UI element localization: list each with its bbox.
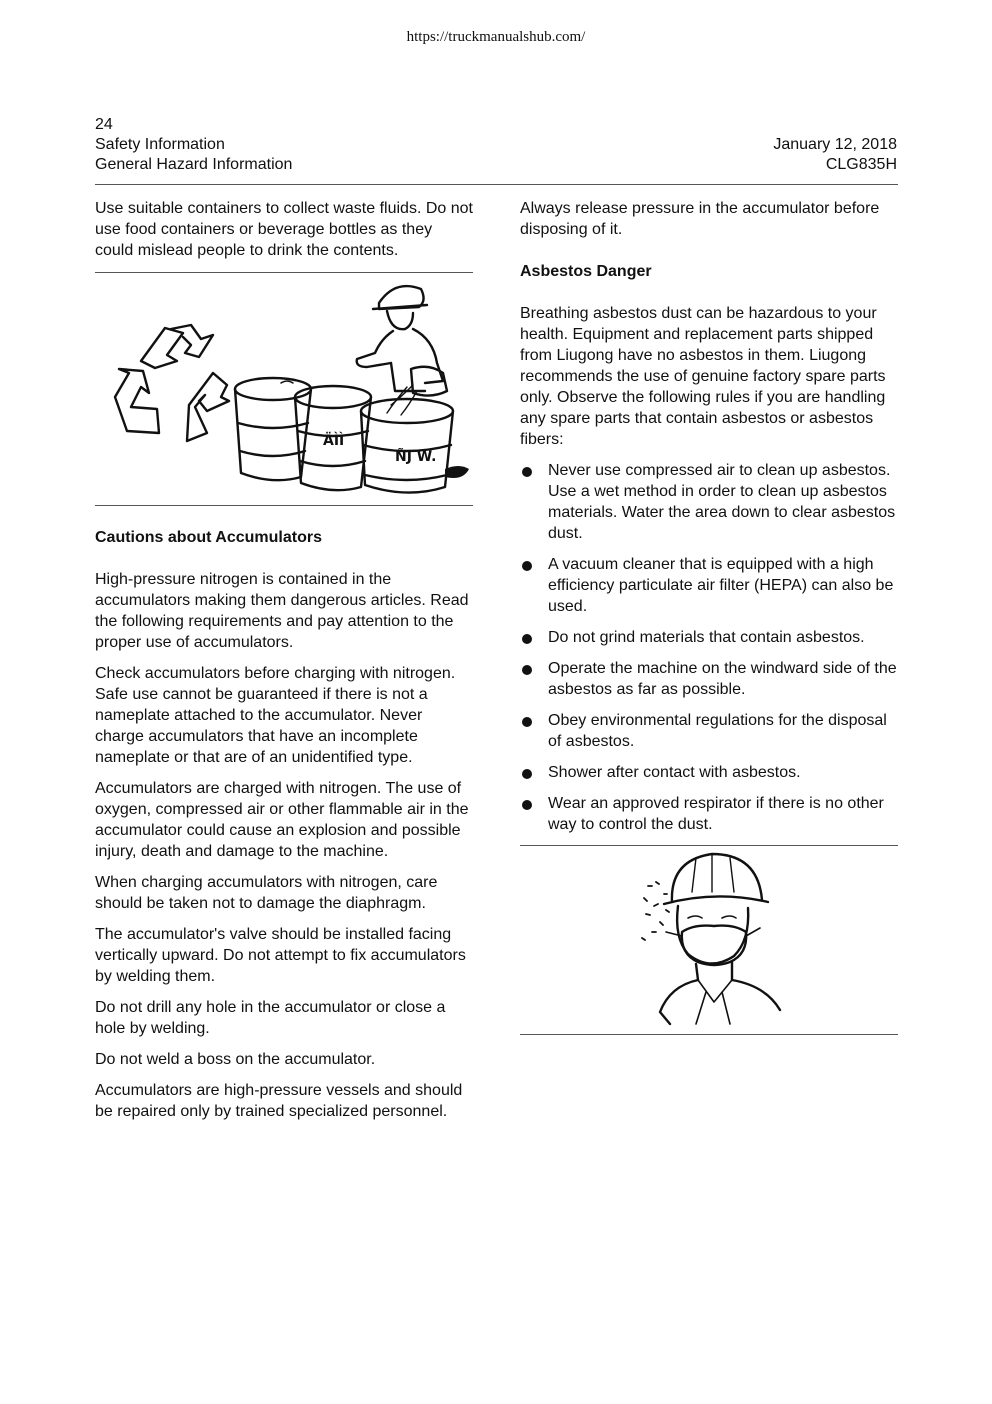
bullet-icon bbox=[522, 800, 532, 810]
respirator-worker-illustration bbox=[520, 846, 898, 1034]
bullet-icon bbox=[522, 769, 532, 779]
svg-text:ÄÌÌ: ÄÌÌ bbox=[323, 433, 345, 449]
list-item: Do not grind materials that contain asbestos. bbox=[520, 627, 898, 648]
page-header-right bbox=[773, 135, 897, 175]
subsection-title: General Hazard Information bbox=[95, 156, 293, 173]
left-column bbox=[95, 198, 473, 1132]
section-title: Safety Information bbox=[95, 136, 225, 153]
release-pressure-paragraph: Always release pressure in the accumulator before disposing of it. bbox=[520, 200, 880, 238]
list-item: A vacuum cleaner that is equipped with a high efficiency particulate air filter (HEPA) can also be used. bbox=[520, 554, 898, 617]
figure-divider bbox=[95, 505, 473, 506]
list-item: Operate the machine on the windward side of the asbestos as far as possible. bbox=[520, 658, 898, 700]
bullet-icon bbox=[522, 467, 532, 477]
oil-barrel-icon bbox=[361, 399, 469, 493]
asbestos-heading: Asbestos Danger bbox=[520, 263, 652, 280]
recycle-symbol-icon bbox=[115, 325, 229, 441]
asbestos-paragraph: Breathing asbestos dust can be hazardous to your health. Equipment and replacement parts shipped from Liugong have no asbestos in them. Liugong recommends the use of genuine factory spare parts only. Observe the following rules if you are handling any spare parts that contain asbestos or asbestos fibers: bbox=[520, 305, 886, 448]
source-url[interactable]: https://truckmanualshub.com/ bbox=[406, 29, 586, 45]
bullet-icon bbox=[522, 634, 532, 644]
list-item: Obey environmental regulations for the disposal of asbestos. bbox=[520, 710, 898, 752]
accumulators-paragraph: Do not drill any hole in the accumulator or close a hole by welding. bbox=[95, 999, 446, 1037]
respirator-mask-icon bbox=[660, 854, 780, 1024]
accumulators-paragraph: The accumulator's valve should be installed facing vertically upward. Do not attempt to fix accumulators by welding them. bbox=[95, 926, 466, 985]
accumulators-paragraph: Accumulators are high-pressure vessels and should be repaired only by trained specialized personnel. bbox=[95, 1082, 463, 1120]
accumulators-paragraph: Do not weld a boss on the accumulator. bbox=[95, 1051, 376, 1068]
page-header-left bbox=[95, 115, 292, 175]
list-item: Wear an approved respirator if there is no other way to control the dust. bbox=[520, 793, 898, 835]
header-divider bbox=[95, 184, 898, 185]
accumulators-paragraph: High-pressure nitrogen is contained in the accumulators making them dangerous articles. Read the following requirements and pay attention to the proper use of accumulators. bbox=[95, 571, 469, 651]
page-number: 24 bbox=[95, 116, 113, 133]
list-item: Shower after contact with asbestos. bbox=[520, 762, 898, 783]
right-column bbox=[520, 198, 898, 1035]
dust-particles-icon bbox=[642, 882, 669, 940]
document-date: January 12, 2018 bbox=[773, 136, 897, 153]
machine-model: CLG835H bbox=[825, 156, 897, 173]
bullet-icon bbox=[522, 717, 532, 727]
accumulators-paragraph: When charging accumulators with nitrogen, care should be taken not to damage the diaphragm. bbox=[95, 874, 438, 912]
asbestos-rules-list bbox=[520, 460, 898, 835]
accumulators-heading: Cautions about Accumulators bbox=[95, 529, 322, 546]
recycling-barrels-illustration bbox=[95, 273, 473, 505]
bullet-icon bbox=[522, 665, 532, 675]
waste-fluids-paragraph: Use suitable containers to collect waste fluids. Do not use food containers or beverage bottles as they could mislead people to drink the contents. bbox=[95, 200, 473, 259]
accumulators-paragraph: Check accumulators before charging with nitrogen. Safe use cannot be guaranteed if there is not a nameplate attached to the accumulator. Never charge accumulators that have an incomplete nameplate or that are of an unidentified type. bbox=[95, 665, 456, 766]
list-item: Never use compressed air to clean up asbestos. Use a wet method in order to clean up asbestos materials. Water the area down to clear asbestos dust. bbox=[520, 460, 898, 544]
bullet-icon bbox=[522, 561, 532, 571]
svg-text:ÑJ W.: ÑJ W. bbox=[395, 449, 437, 465]
accumulators-paragraph: Accumulators are charged with nitrogen. The use of oxygen, compressed air or other flammable air in the accumulator could cause an explosion and possible injury, death and damage to the machine. bbox=[95, 780, 469, 860]
figure-divider bbox=[520, 1034, 898, 1035]
